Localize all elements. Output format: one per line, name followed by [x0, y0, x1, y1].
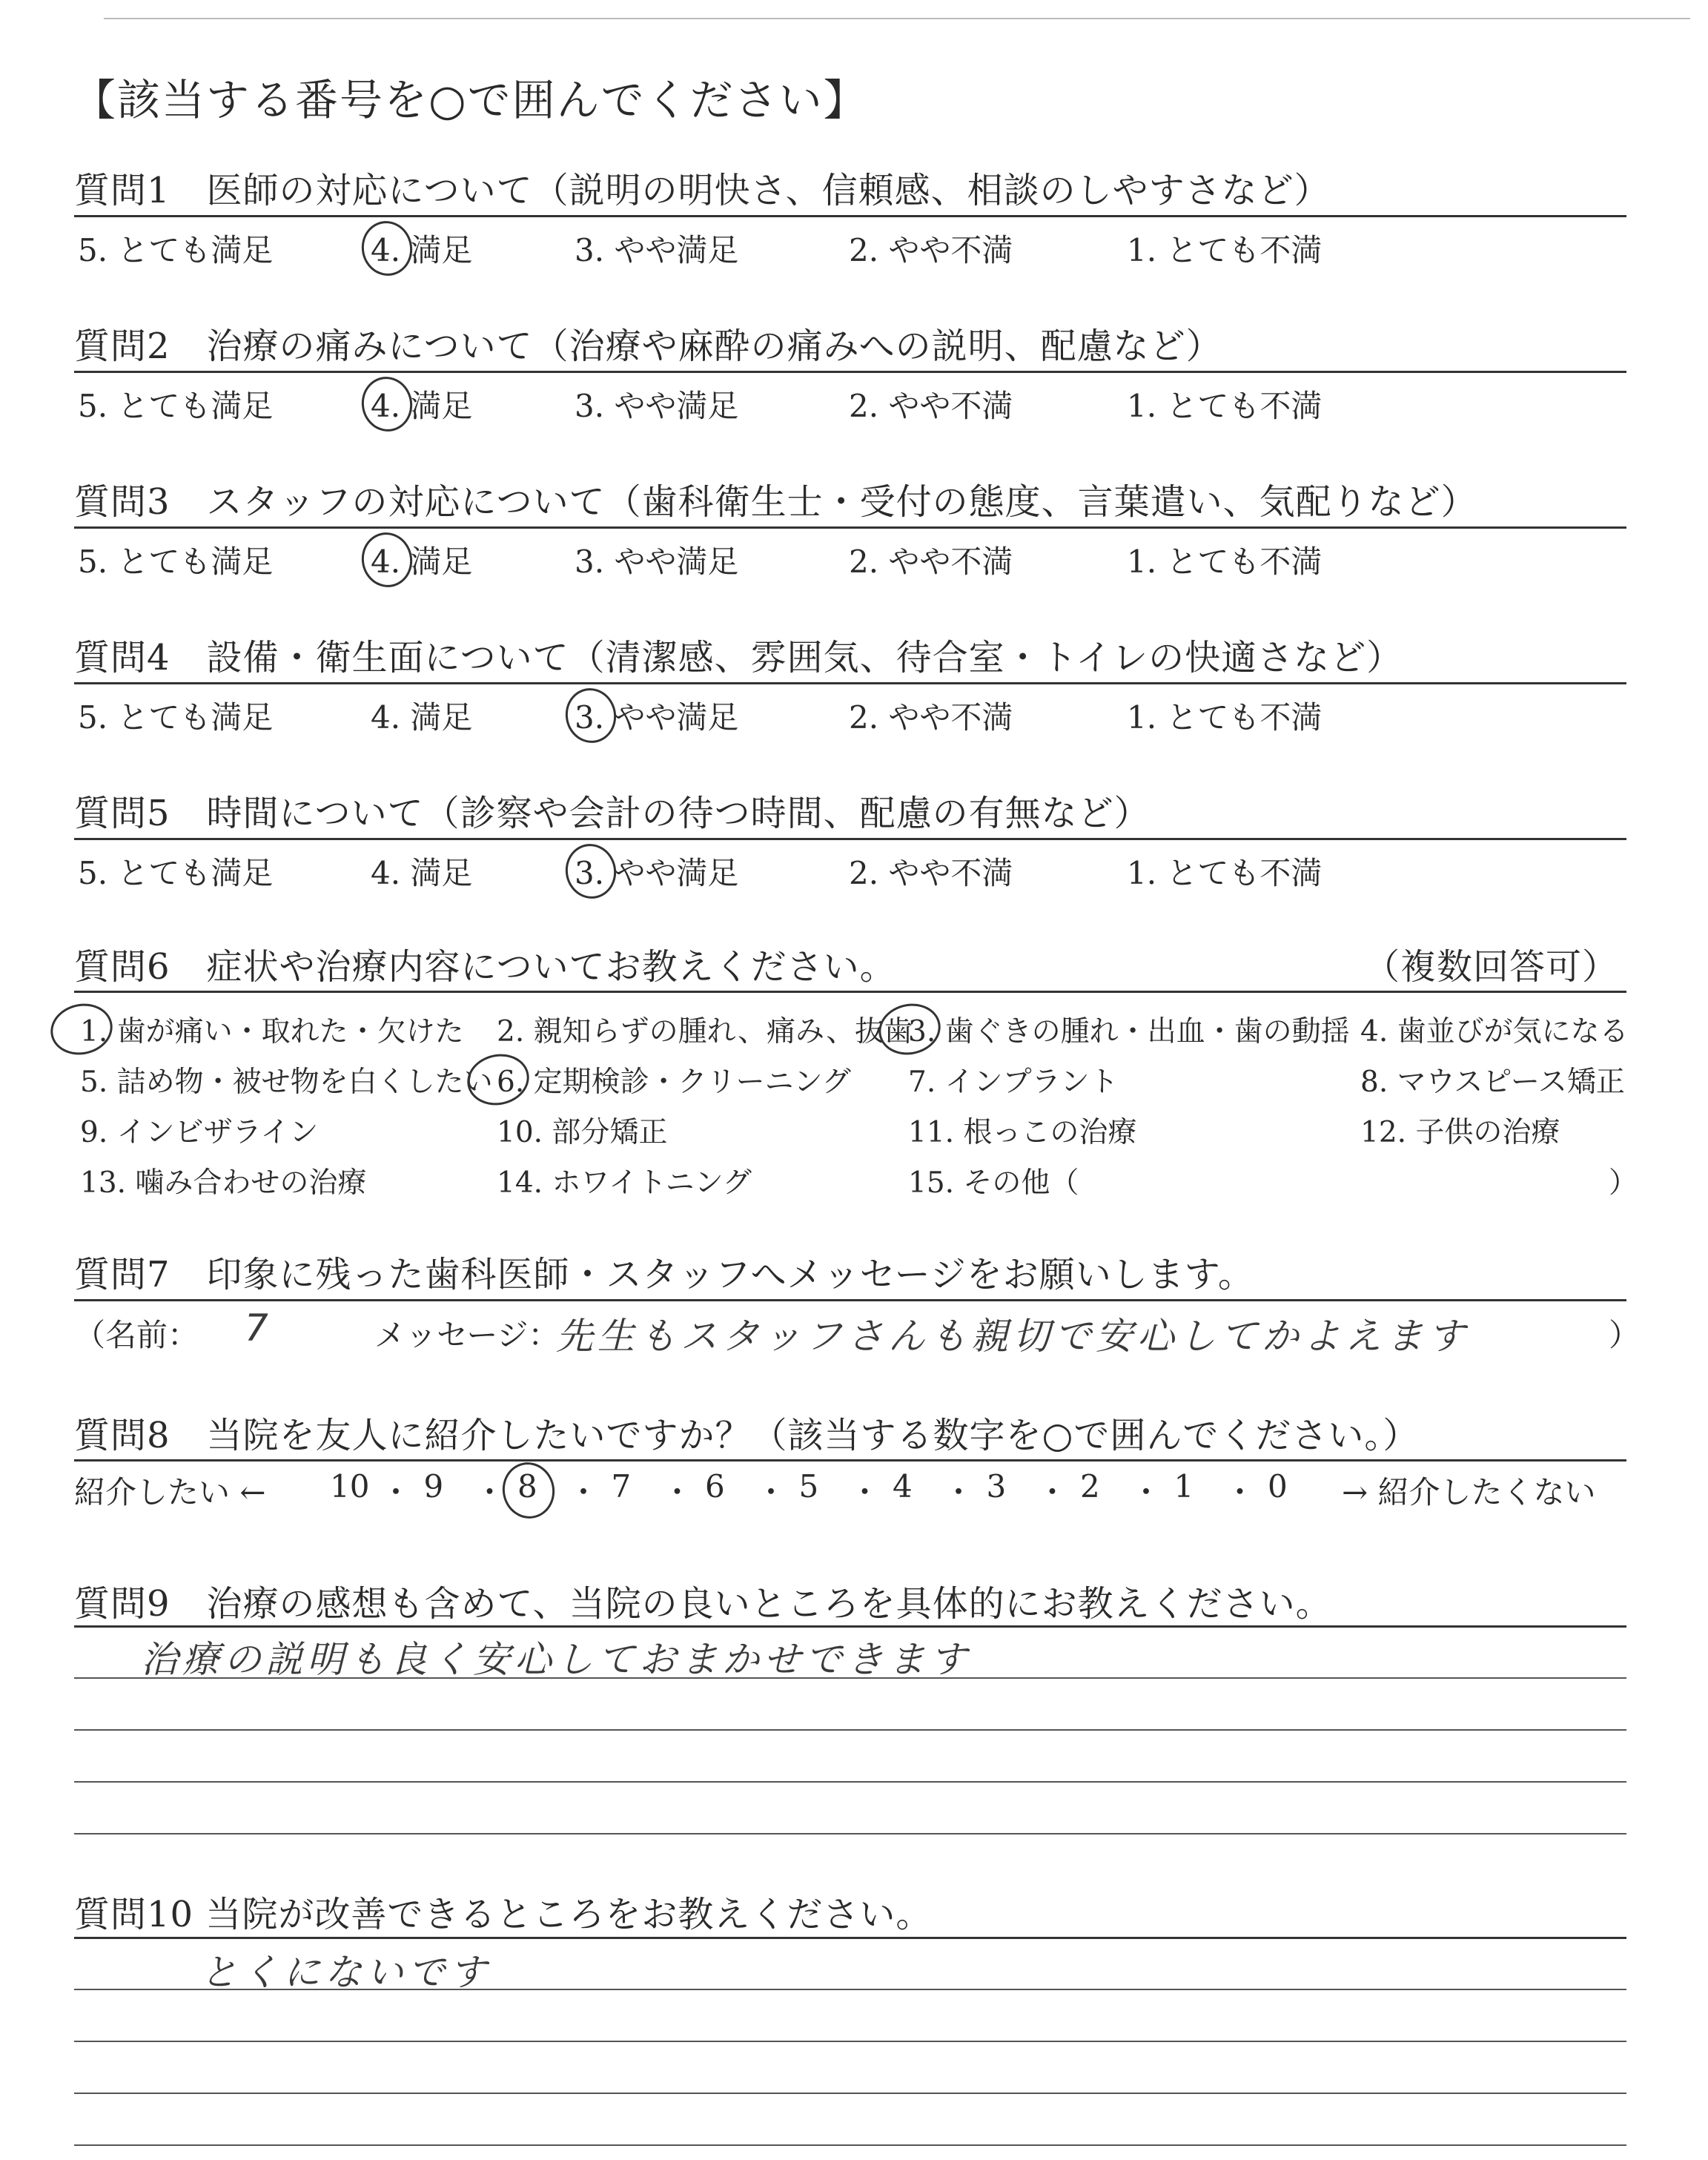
q6-note: （複数回答可）: [1364, 946, 1619, 988]
q8-scale-separator: ・: [755, 1474, 787, 1510]
q6-option[interactable]: 3. 歯ぐきの腫れ・出血・歯の動揺: [908, 1015, 1350, 1048]
q9-answer[interactable]: 治療の説明も良く安心しておまかせできます: [141, 1638, 971, 1681]
top-border: [104, 18, 1690, 19]
q3-option[interactable]: 1. とても不満: [1127, 544, 1323, 580]
q3-option[interactable]: 3. やや満足: [575, 544, 739, 580]
q5-title: 質問5 時間について（診察や会計の待つ時間、配慮の有無など）: [74, 793, 1151, 834]
q1-option[interactable]: 4. 満足: [371, 232, 473, 268]
q7-name-label: （名前：: [74, 1317, 199, 1353]
q6-option: ）: [1609, 1166, 1638, 1200]
q6-option[interactable]: 10. 部分矯正: [497, 1116, 668, 1149]
q8-scale-value[interactable]: 9: [423, 1468, 444, 1505]
q2-title: 質問2 治療の痛みについて（治療や麻酔の痛みへの説明、配慮など）: [74, 326, 1222, 367]
selection-circle: [46, 998, 117, 1060]
q6-option[interactable]: 2. 親知らずの腫れ、痛み、抜歯: [497, 1015, 913, 1048]
q8-scale-separator: ・: [474, 1474, 506, 1510]
q9-rule-2: [74, 1677, 1626, 1679]
q6-title: 質問6 症状や治療内容についてお教えください。: [74, 946, 896, 988]
q6-option[interactable]: 4. 歯並びが気になる: [1360, 1015, 1629, 1048]
selection-circle: [463, 1048, 534, 1111]
q2-option[interactable]: 3. やや満足: [575, 388, 739, 424]
q8-scale-value[interactable]: 7: [611, 1468, 632, 1505]
q6-rule: [74, 991, 1626, 993]
q1-option[interactable]: 1. とても不満: [1127, 232, 1323, 268]
q6-option[interactable]: 1. 歯が痛い・取れた・欠けた: [80, 1015, 464, 1048]
q8-left-label: 紹介したい ←: [74, 1474, 266, 1510]
q8-scale-separator: ・: [1224, 1474, 1256, 1510]
q10-rule-4: [74, 2093, 1626, 2094]
q9-title: 質問9 治療の感想も含めて、当院の良いところを具体的にお教えください。: [74, 1583, 1332, 1625]
q6-option[interactable]: 5. 詰め物・被せ物を白くしたい: [80, 1066, 493, 1099]
q8-rule: [74, 1459, 1626, 1462]
page-heading: 【該当する番号を○で囲んでください】: [73, 75, 868, 125]
q9-rule-1: [74, 1625, 1626, 1628]
q6-option[interactable]: 14. ホワイトニング: [497, 1166, 752, 1200]
q8-scale-separator: ・: [1131, 1474, 1162, 1510]
q8-scale-value[interactable]: 4: [893, 1468, 913, 1505]
q5-rule: [74, 838, 1626, 840]
q10-rule-1: [74, 1937, 1626, 1939]
q7-message-value[interactable]: 先生もスタッフさんも親切で安心してかよえます: [556, 1315, 1469, 1358]
q8-scale-separator: ・: [943, 1474, 975, 1510]
q2-option[interactable]: 5. とても満足: [78, 388, 274, 424]
q9-rule-3: [74, 1729, 1626, 1731]
q8-scale-value[interactable]: 0: [1268, 1468, 1288, 1505]
q4-option[interactable]: 5. とても満足: [78, 699, 274, 736]
q5-option[interactable]: 2. やや不満: [849, 855, 1013, 891]
q10-rule-3: [74, 2041, 1626, 2042]
q6-option[interactable]: 7. インプラント: [908, 1066, 1119, 1099]
q6-option[interactable]: 15. その他（: [908, 1166, 1079, 1200]
q8-scale-separator: ・: [568, 1474, 600, 1510]
q6-option[interactable]: 9. インビザライン: [80, 1116, 319, 1149]
q2-rule: [74, 371, 1626, 373]
q5-option[interactable]: 4. 満足: [371, 855, 473, 891]
q5-option[interactable]: 3. やや満足: [575, 855, 739, 891]
q1-option[interactable]: 3. やや満足: [575, 232, 739, 268]
q3-option[interactable]: 4. 満足: [371, 544, 473, 580]
q9-rule-5: [74, 1833, 1626, 1834]
q5-option[interactable]: 5. とても満足: [78, 855, 274, 891]
q8-scale-value[interactable]: 10: [330, 1468, 370, 1505]
q5-option[interactable]: 1. とても不満: [1127, 855, 1323, 891]
q4-option[interactable]: 3. やや満足: [575, 699, 739, 736]
q8-scale-value[interactable]: 1: [1174, 1468, 1194, 1505]
q7-name-value[interactable]: 7: [245, 1307, 273, 1350]
q9-rule-4: [74, 1781, 1626, 1783]
q8-right-label: → 紹介したくない: [1342, 1474, 1596, 1510]
q4-option[interactable]: 1. とても不満: [1127, 699, 1323, 736]
q7-title: 質問7 印象に残った歯科医師・スタッフへメッセージをお願いします。: [74, 1254, 1254, 1295]
q2-option[interactable]: 1. とても不満: [1127, 388, 1323, 424]
q10-title: 質問10 当院が改善できるところをお教えください。: [74, 1894, 933, 1935]
selection-circle: [874, 998, 945, 1060]
q3-title: 質問3 スタッフの対応について（歯科衛生士・受付の態度、言葉遣い、気配りなど）: [74, 481, 1477, 523]
q1-option[interactable]: 5. とても満足: [78, 232, 274, 268]
q8-scale-value[interactable]: 8: [517, 1468, 537, 1505]
q8-scale-separator: ・: [661, 1474, 693, 1510]
q4-rule: [74, 682, 1626, 684]
q6-option[interactable]: 11. 根っこの治療: [908, 1116, 1137, 1149]
q1-rule: [74, 215, 1626, 217]
q8-scale-value[interactable]: 2: [1080, 1468, 1100, 1505]
q2-option[interactable]: 4. 満足: [371, 388, 473, 424]
q6-option[interactable]: 12. 子供の治療: [1360, 1116, 1560, 1149]
q8-scale-separator: ・: [1036, 1474, 1068, 1510]
q3-rule: [74, 526, 1626, 529]
q8-scale-value[interactable]: 6: [705, 1468, 725, 1505]
q6-option[interactable]: 8. マウスピース矯正: [1360, 1066, 1625, 1099]
q6-option[interactable]: 13. 噛み合わせの治療: [80, 1166, 367, 1200]
q8-title: 質問8 当院を友人に紹介したいですか？（該当する数字を○で囲んでください。）: [74, 1415, 1420, 1456]
q7-close-paren: ）: [1609, 1317, 1641, 1353]
q6-option[interactable]: 6. 定期検診・クリーニング: [497, 1066, 851, 1099]
q3-option[interactable]: 5. とても満足: [78, 544, 274, 580]
q4-option[interactable]: 2. やや不満: [849, 699, 1013, 736]
q4-option[interactable]: 4. 満足: [371, 699, 473, 736]
q8-scale-separator: ・: [380, 1474, 412, 1510]
q3-option[interactable]: 2. やや不満: [849, 544, 1013, 580]
q8-scale-separator: ・: [849, 1474, 881, 1510]
q10-rule-5: [74, 2144, 1626, 2146]
selection-circle: [497, 1458, 560, 1524]
q1-title: 質問1 医師の対応について（説明の明快さ、信頼感、相談のしやすさなど）: [74, 170, 1331, 211]
q7-message-label: メッセージ：: [374, 1317, 560, 1353]
q7-rule: [74, 1299, 1626, 1301]
q2-option[interactable]: 2. やや不満: [849, 388, 1013, 424]
q8-scale-value[interactable]: 3: [986, 1468, 1007, 1505]
q10-rule-2: [74, 1989, 1626, 1990]
q4-title: 質問4 設備・衛生面について（清潔感、雰囲気、待合室・トイレの快適さなど）: [74, 637, 1403, 678]
q10-answer[interactable]: とくにないです: [200, 1951, 491, 1994]
q1-option[interactable]: 2. やや不満: [849, 232, 1013, 268]
q8-scale-value[interactable]: 5: [798, 1468, 819, 1505]
